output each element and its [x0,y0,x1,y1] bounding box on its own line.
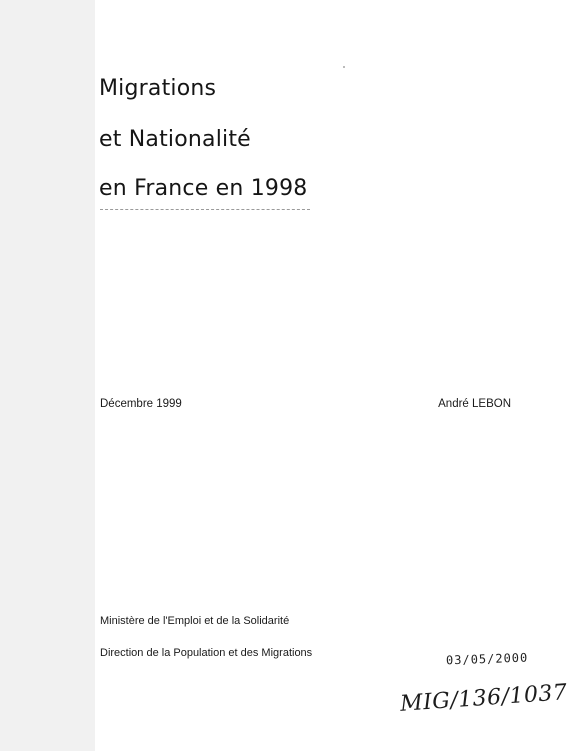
handwritten-date-stamp: 03/05/2000 [445,650,529,668]
scan-margin-strip [0,0,95,751]
scan-speck [343,66,345,68]
author-name: André LEBON [438,398,511,410]
title-line-1: Migrations [99,76,217,101]
publication-date: Décembre 1999 [100,398,182,410]
directorate-name: Direction de la Population et des Migrations [100,647,313,659]
title-line-2: et Nationalité [99,127,251,152]
handwritten-reference-code: MIG/136/1037 [399,680,569,717]
ministry-name: Ministère de l'Emploi et de la Solidarité [100,615,290,627]
title-line-3: en France en 1998 [99,176,308,201]
title-underline [100,209,310,210]
